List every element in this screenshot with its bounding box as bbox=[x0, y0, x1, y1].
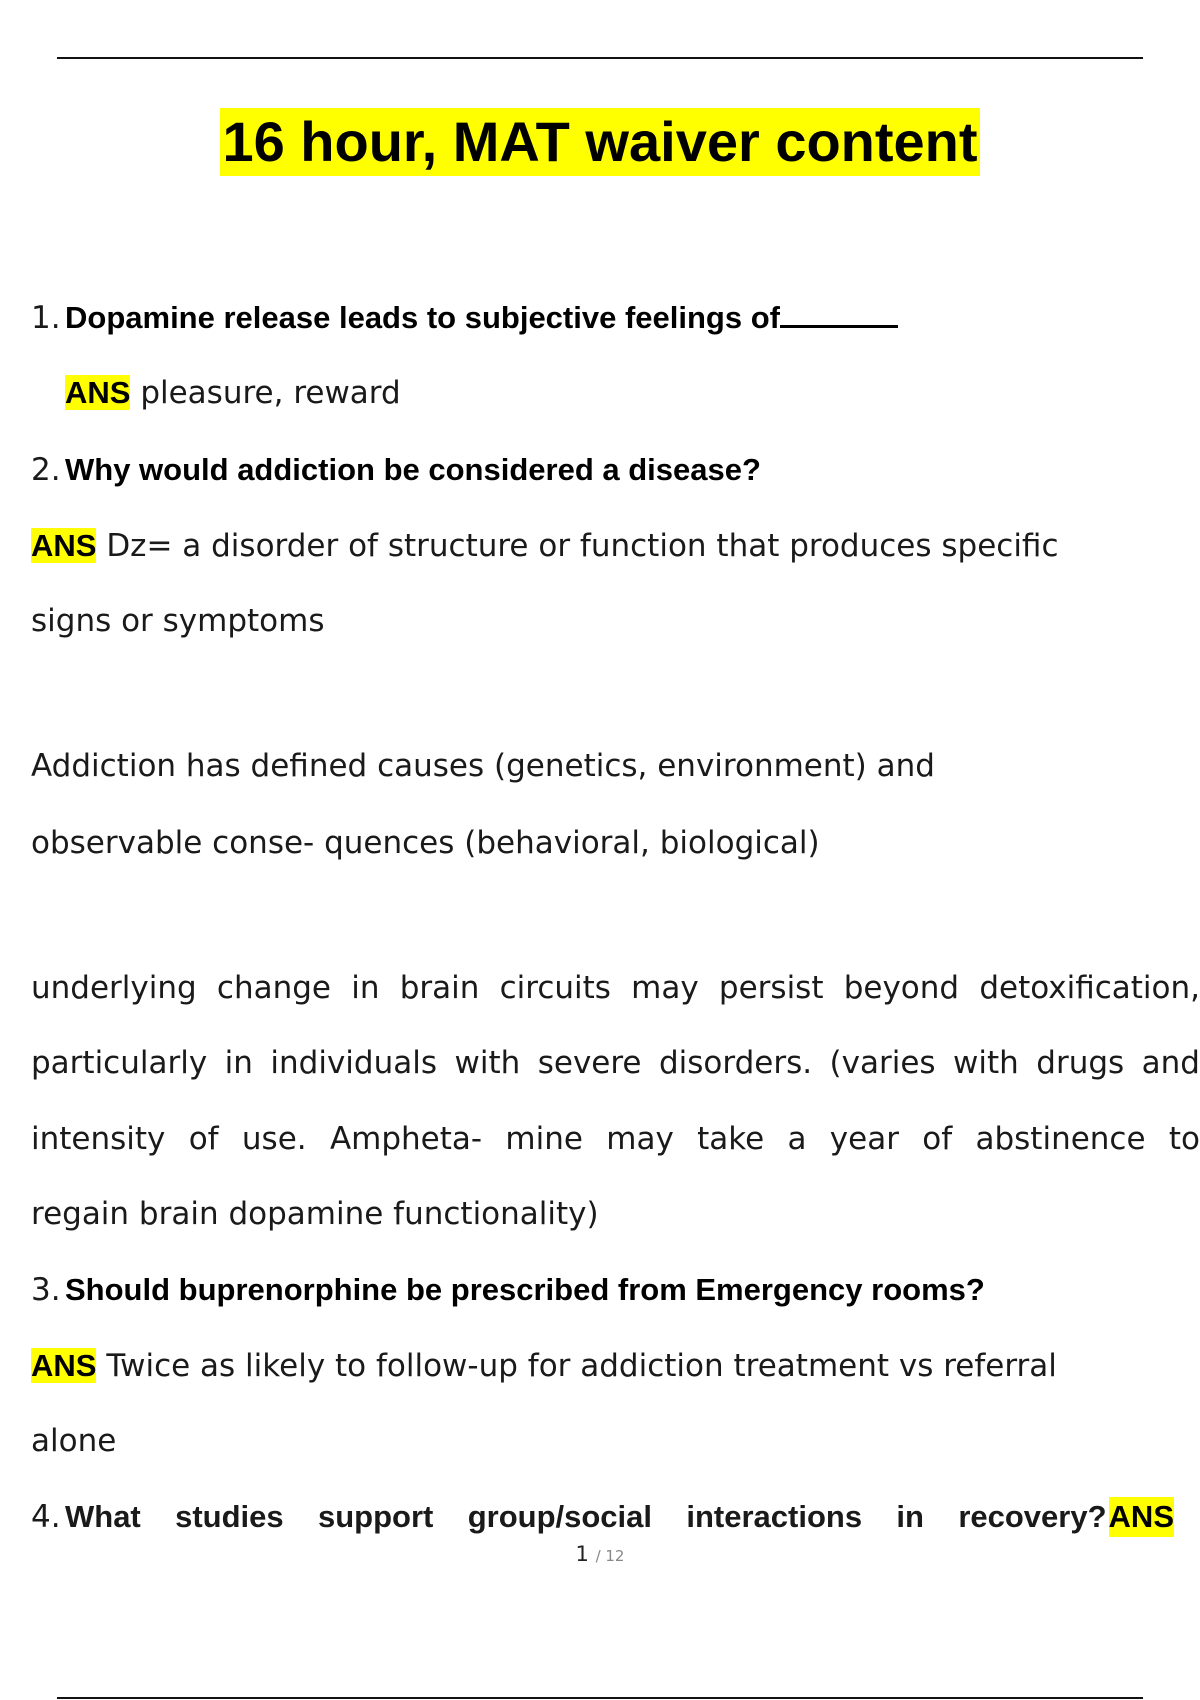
question-number: 4. bbox=[31, 1499, 61, 1535]
question-word: studies bbox=[175, 1499, 284, 1534]
answer-text: Twice as likely to follow-up for addiction treatment vs referral bbox=[106, 1348, 1057, 1384]
question-1 bbox=[31, 298, 1200, 338]
answer-tag: ANS bbox=[31, 1348, 97, 1383]
paragraph-line: Addiction has defined causes (genetics, environment) and bbox=[31, 748, 935, 784]
bottom-rule bbox=[57, 1697, 1143, 1699]
answer-1 bbox=[65, 373, 1200, 413]
page-indicator bbox=[0, 1542, 1200, 1566]
question-number: 1. bbox=[31, 300, 61, 336]
answer-tag: ANS bbox=[31, 528, 97, 563]
paragraph-line: underlying change in brain circuits may persist beyond detoxification, bbox=[31, 970, 1200, 1006]
title-container bbox=[0, 108, 1200, 176]
paragraph-line: particularly in individuals with severe disorders. (varies with drugs and bbox=[31, 1045, 1200, 1081]
question-3 bbox=[31, 1270, 1200, 1310]
question-text bbox=[65, 1497, 1109, 1537]
question-word: interactions bbox=[686, 1499, 863, 1534]
answer-tag: ANS bbox=[65, 375, 131, 410]
question-text: Should buprenorphine be prescribed from Emergency rooms? bbox=[65, 1272, 985, 1307]
answer-text: pleasure, reward bbox=[140, 375, 401, 411]
answer-2-line-1 bbox=[31, 526, 1200, 566]
question-word: recovery? bbox=[958, 1499, 1107, 1534]
page-title: 16 hour, MAT waiver content bbox=[220, 108, 979, 176]
answer-3-line-1 bbox=[31, 1346, 1200, 1386]
paragraph-line: observable conse- quences (behavioral, biological) bbox=[31, 825, 820, 861]
question-word: support bbox=[317, 1499, 434, 1534]
answer-tag: ANS bbox=[1109, 1497, 1174, 1537]
question-word: in bbox=[896, 1499, 924, 1534]
question-2 bbox=[31, 450, 1200, 490]
question-word: group/social bbox=[467, 1499, 653, 1534]
page-current: 1 bbox=[575, 1542, 589, 1566]
question-number: 2. bbox=[31, 452, 61, 488]
question-word: What bbox=[65, 1499, 141, 1534]
answer-text: Dz= a disorder of structure or function that produces specific bbox=[106, 528, 1059, 564]
question-text: Why would addiction be considered a disease? bbox=[65, 452, 761, 487]
paragraph-line: intensity of use. Ampheta- mine may take a year of abstinence to bbox=[31, 1121, 1200, 1157]
answer-2-line-2: signs or symptoms bbox=[31, 603, 325, 639]
question-text: Dopamine release leads to subjective feelings of bbox=[65, 300, 780, 335]
question-number: 3. bbox=[31, 1272, 61, 1308]
top-rule bbox=[57, 57, 1143, 59]
paragraph-line: regain brain dopamine functionality) bbox=[31, 1196, 599, 1232]
fill-in-blank bbox=[780, 299, 898, 328]
page-total: / 12 bbox=[595, 1547, 625, 1565]
question-4 bbox=[31, 1497, 1174, 1537]
answer-3-line-2: alone bbox=[31, 1423, 117, 1459]
